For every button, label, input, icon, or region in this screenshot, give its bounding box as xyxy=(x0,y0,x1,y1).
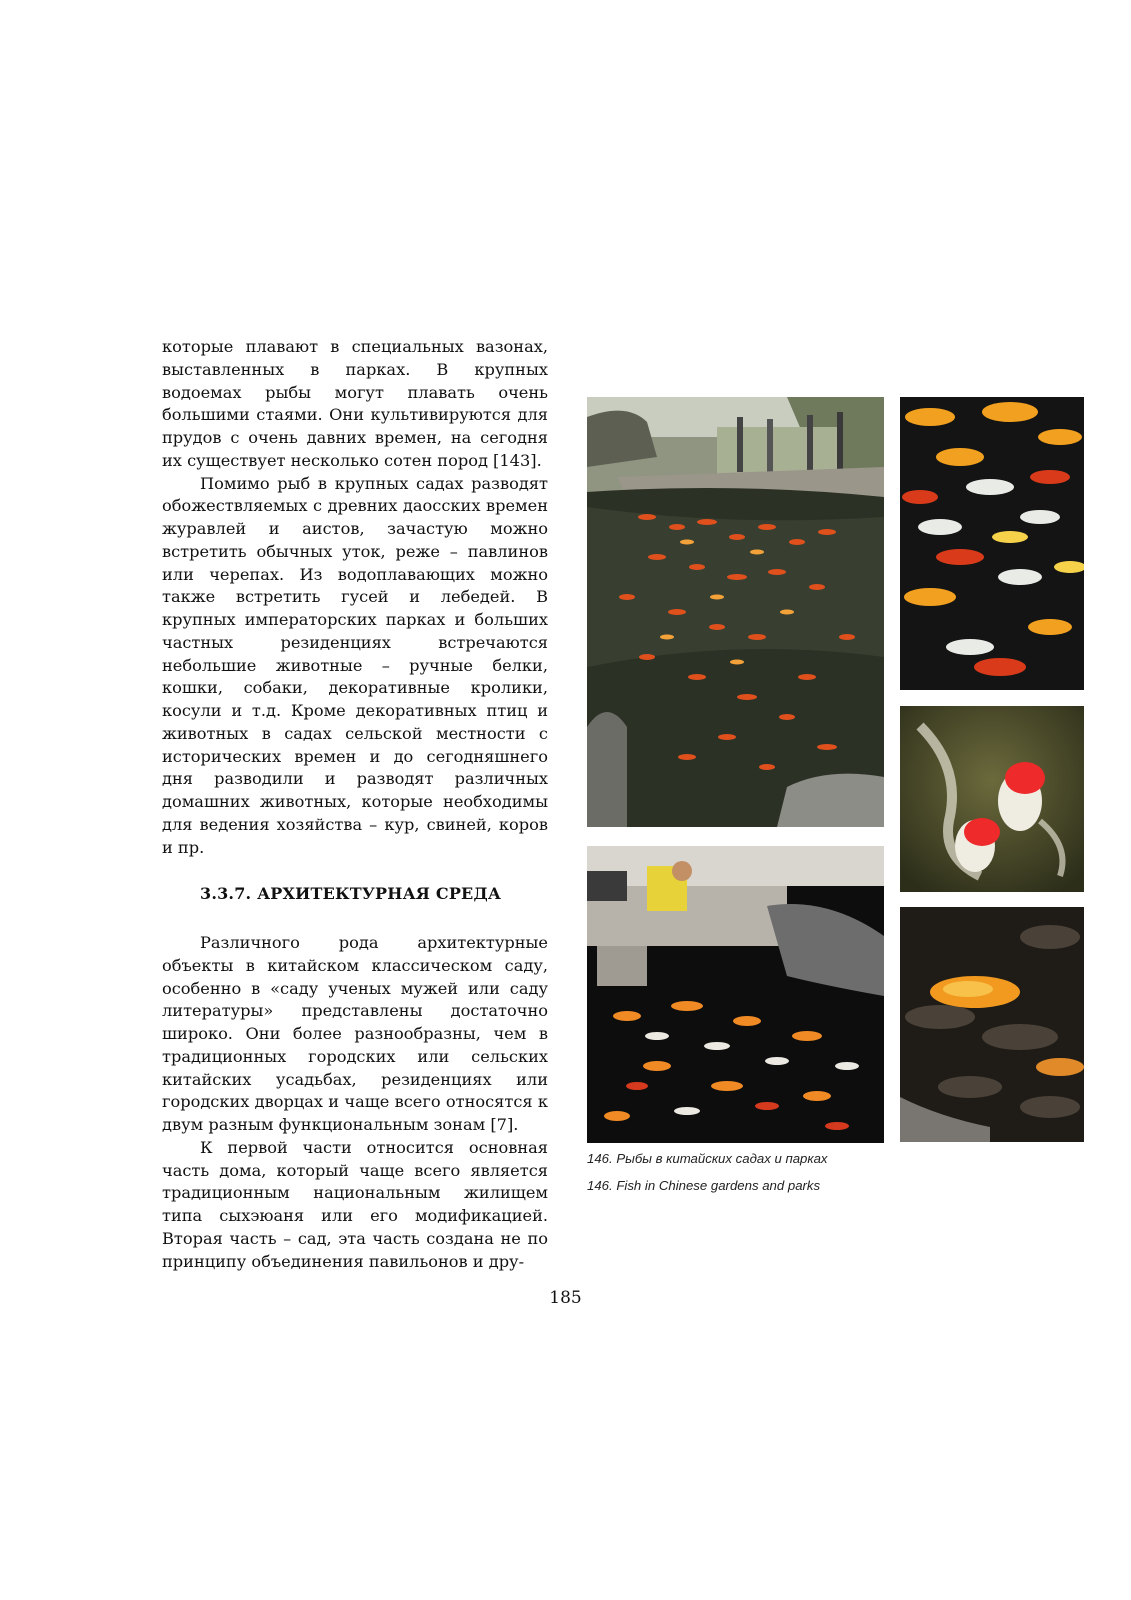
section-heading: 3.3.7. АРХИТЕКТУРНАЯ СРЕДА xyxy=(200,884,502,904)
photo-child-at-koi-pond xyxy=(587,846,884,1143)
paragraph-2: Помимо рыб в крупных садах разводят обожествляемых с древних даосских времен журавлей и аистов, зачастую можно встретить обычных уток, реже – павлинов или черепах. Из водоплавающих можно также встретить гусей и лебедей. В крупных императорских парках и больших частных резиденциях встречаются небольшие животные – ручные белки, кошки, собаки, декоративные кролики, косули и т.д. Кроме декоративных птиц и животных в садах сельской местности с исторических времен и до сегодняшнего дня разводили и разводят различных домашних животных, которые необходимы для ведения хозяйства – кур, свиней, коров и пр. xyxy=(162,473,548,857)
photo-orange-koi xyxy=(900,907,1084,1142)
figure-caption-en: 146. Fish in Chinese gardens and parks xyxy=(587,1178,821,1193)
paragraph-4: К первой части относится основная часть дома, который чаще всего является традиционным национальным жилищем типа сыхэюаня или его модификацией. Вторая часть – сад, эта часть создана не по принципу объединения павильонов и дру- xyxy=(162,1137,548,1271)
photo-pond-with-visitors xyxy=(587,397,884,827)
photo-redcap-goldfish xyxy=(900,706,1084,892)
page-number: 185 xyxy=(549,1288,582,1308)
paragraph-3: Различного рода архитектурные объекты в китайском классическом саду, особенно в «саду ученых мужей или саду литературы» представлены достаточно широко. Они более разнообразны, чем в традиционных городских или сельских китайских усадьбах, резиденциях или городских дворцах и чаще всего относятся к двум разным функциональным зонам [7]. xyxy=(162,933,548,1134)
photo-dense-koi xyxy=(900,397,1084,690)
figure-caption-ru: 146. Рыбы в китайских садах и парках xyxy=(587,1151,828,1166)
body-text-column xyxy=(162,336,548,1273)
paragraph-1: которые плавают в специальных вазонах, выставленных в парках. В крупных водоемах рыбы могут плавать очень большими стаями. Они культивируются для прудов с очень давних времен, на сегодня их существует несколько сотен пород [143]. xyxy=(162,337,548,470)
